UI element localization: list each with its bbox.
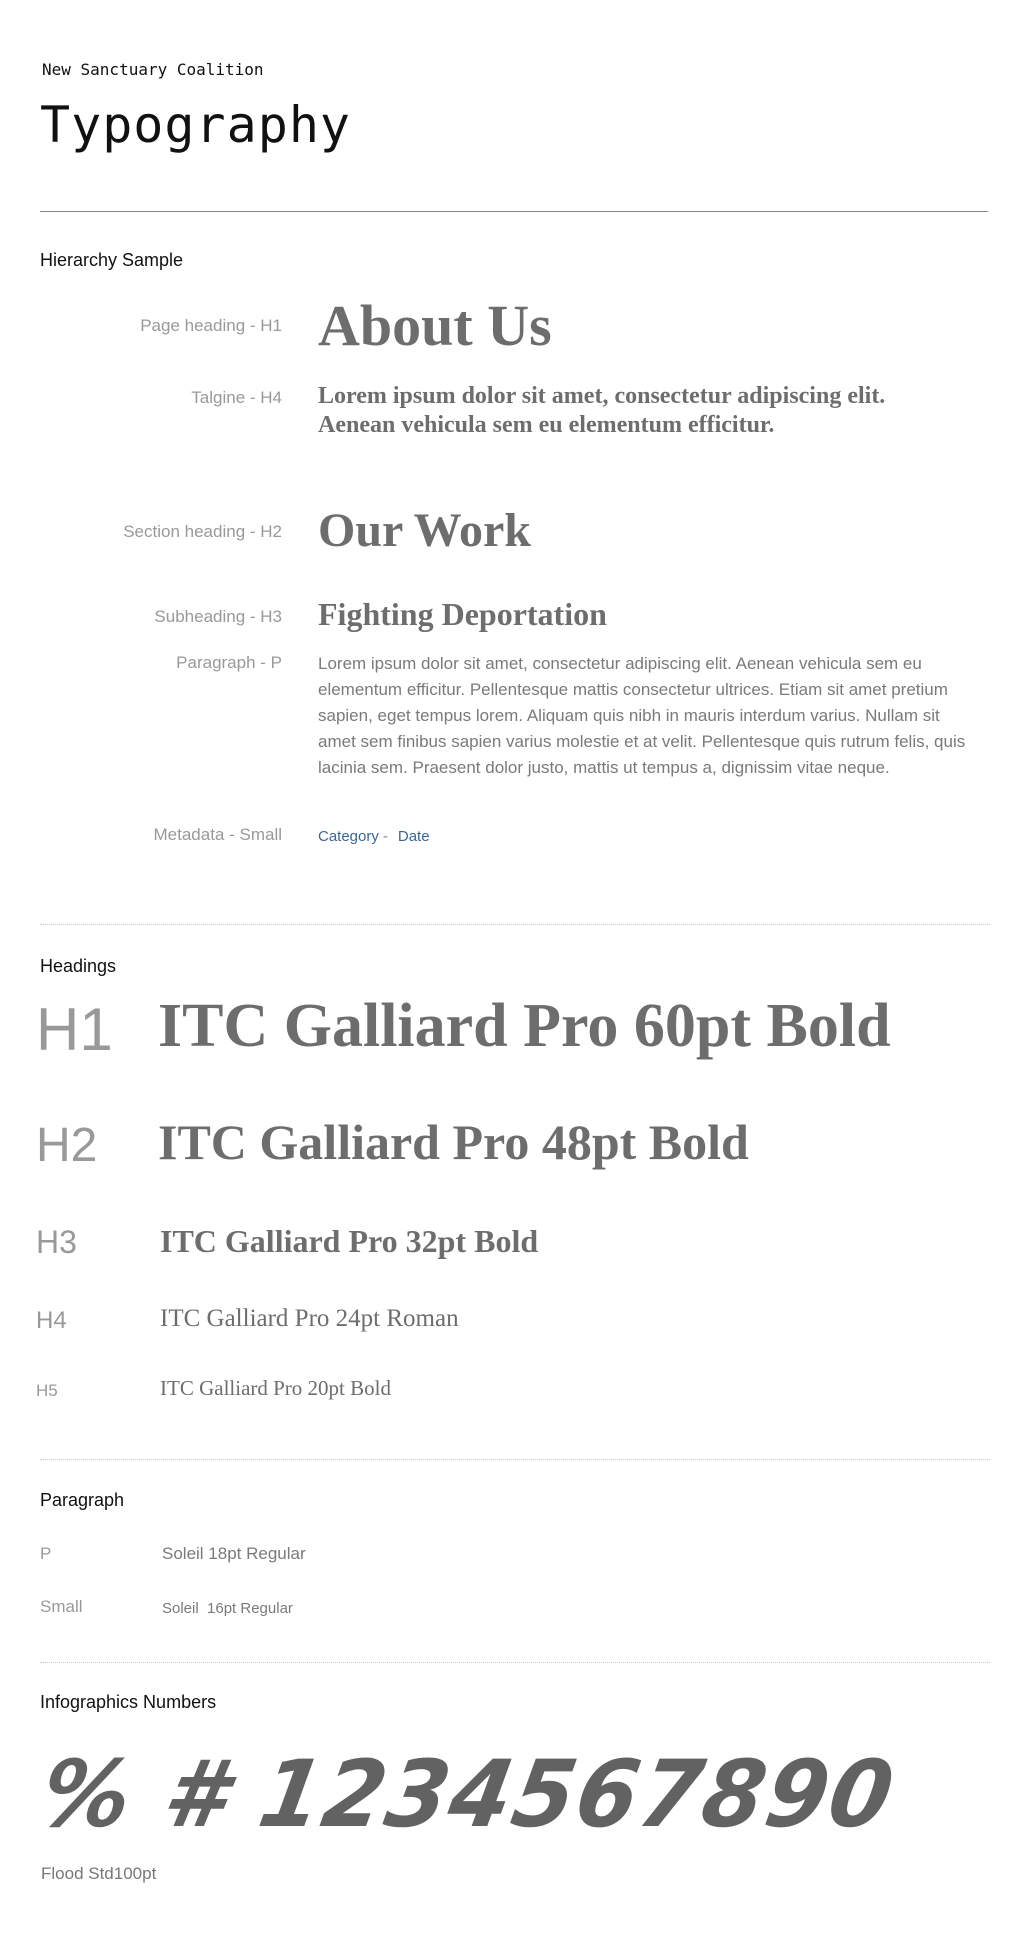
heading-label-h5: H5	[36, 1381, 58, 1400]
infographics-caption: Flood Std100pt	[41, 1864, 157, 1883]
heading-label-h4: H4	[36, 1307, 67, 1334]
heading-sample-h1: ITC Galliard Pro 60pt Bold	[158, 992, 891, 1060]
hierarchy-label-h2: Section heading - H2	[123, 522, 282, 541]
paragraph-label-small: Small	[40, 1597, 83, 1616]
paragraph-divider	[40, 1662, 990, 1663]
paragraph-sample-p: Soleil 18pt Regular	[162, 1544, 306, 1563]
hierarchy-label-h3: Subheading - H3	[154, 607, 282, 626]
org-name: New Sanctuary Coalition	[42, 60, 264, 79]
hierarchy-sample-h3: Fighting Deportation	[318, 596, 607, 632]
headings-section-title: Headings	[40, 956, 117, 976]
hierarchy-sample-h2: Our Work	[318, 504, 531, 557]
headings-divider	[40, 1459, 990, 1460]
hierarchy-section-title: Hierarchy Sample	[40, 250, 184, 270]
heading-sample-h4: ITC Galliard Pro 24pt Roman	[160, 1305, 459, 1332]
metadata-date-link[interactable]: Date	[397, 828, 430, 845]
hierarchy-label-small: Metadata - Small	[153, 825, 282, 844]
page-title: Typography	[40, 96, 352, 154]
hierarchy-divider	[40, 924, 990, 925]
hierarchy-label-p: Paragraph - P	[176, 653, 282, 672]
heading-label-h2: H2	[36, 1119, 98, 1172]
heading-label-h1: H1	[36, 996, 113, 1063]
infographics-numbers-sample: % # 1234567890	[32, 1740, 903, 1849]
metadata-sample	[318, 828, 430, 846]
hierarchy-sample-h4: Lorem ipsum dolor sit amet, consectetur adipiscing elit. Aenean vehicula sem eu elementum efficitur.	[318, 383, 886, 438]
heading-sample-h5: ITC Galliard Pro 20pt Bold	[160, 1376, 391, 1400]
hierarchy-sample-h1: About Us	[318, 293, 552, 358]
paragraph-section-title: Paragraph	[40, 1490, 125, 1510]
heading-label-h3: H3	[36, 1224, 77, 1260]
infographics-section-title: Infographics Numbers	[40, 1692, 217, 1712]
hierarchy-sample-paragraph: Lorem ipsum dolor sit amet, consectetur adipiscing elit. Aenean vehicula sem eu elementum efficitur. Pellentesque mattis consectetur ultrices. Etiam sit amet pretium sapien, eget tempus lorem. Aliquam quis nibh in mauris interdum varius. Nullam sit amet sem finibus sapien varius molestie et at velit. Pellentesque quis rutrum felis, quis lacinia sem. Praesent dolor justo, mattis ut tempus a, dignissim vitae neque.	[318, 654, 966, 777]
heading-sample-h3: ITC Galliard Pro 32pt Bold	[160, 1223, 539, 1259]
paragraph-sample-small: Soleil 16pt Regular	[162, 1600, 293, 1617]
hierarchy-label-h1: Page heading - H1	[140, 316, 282, 335]
header-divider	[40, 211, 988, 212]
paragraph-label-p: P	[40, 1544, 52, 1563]
heading-sample-h2: ITC Galliard Pro 48pt Bold	[158, 1114, 749, 1170]
metadata-separator: -	[382, 828, 388, 845]
metadata-category-link[interactable]: Category	[318, 828, 379, 845]
hierarchy-label-h4: Talgine - H4	[191, 388, 282, 407]
